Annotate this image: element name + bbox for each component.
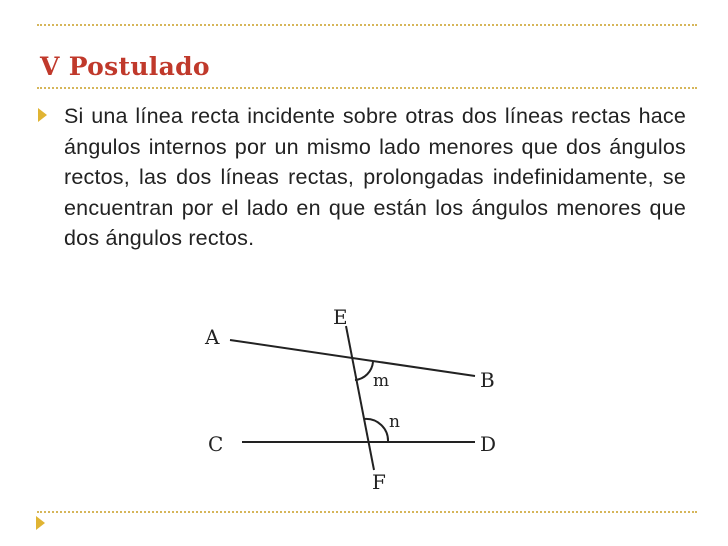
top-dotted-divider [37,24,697,26]
label-e: E [333,305,348,329]
slide-title: V Postulado [40,52,210,81]
label-f: F [372,470,386,494]
footer-arrow-icon [36,516,45,530]
angle-m-arc [355,362,373,380]
label-d: D [480,432,497,456]
label-m: m [373,371,390,391]
label-b: B [480,368,495,392]
title-dotted-divider [37,87,697,89]
label-a: A [205,325,220,349]
label-c: C [208,432,224,456]
line-ef [346,326,374,470]
bottom-dotted-divider [37,511,697,513]
label-n: n [389,412,400,432]
postulate-paragraph: Si una línea recta incidente sobre otras dos líneas rectas hace ángulos internos por un mismo lado menores que dos ángulos rectos, las dos líneas rectas, prolongadas indefinidamente, se encuentran por el lado en que están los ángulos menores que dos ángulos rectos. [64,104,686,250]
parallel-postulate-diagram [190,296,540,496]
bullet-arrow-icon [38,108,47,122]
